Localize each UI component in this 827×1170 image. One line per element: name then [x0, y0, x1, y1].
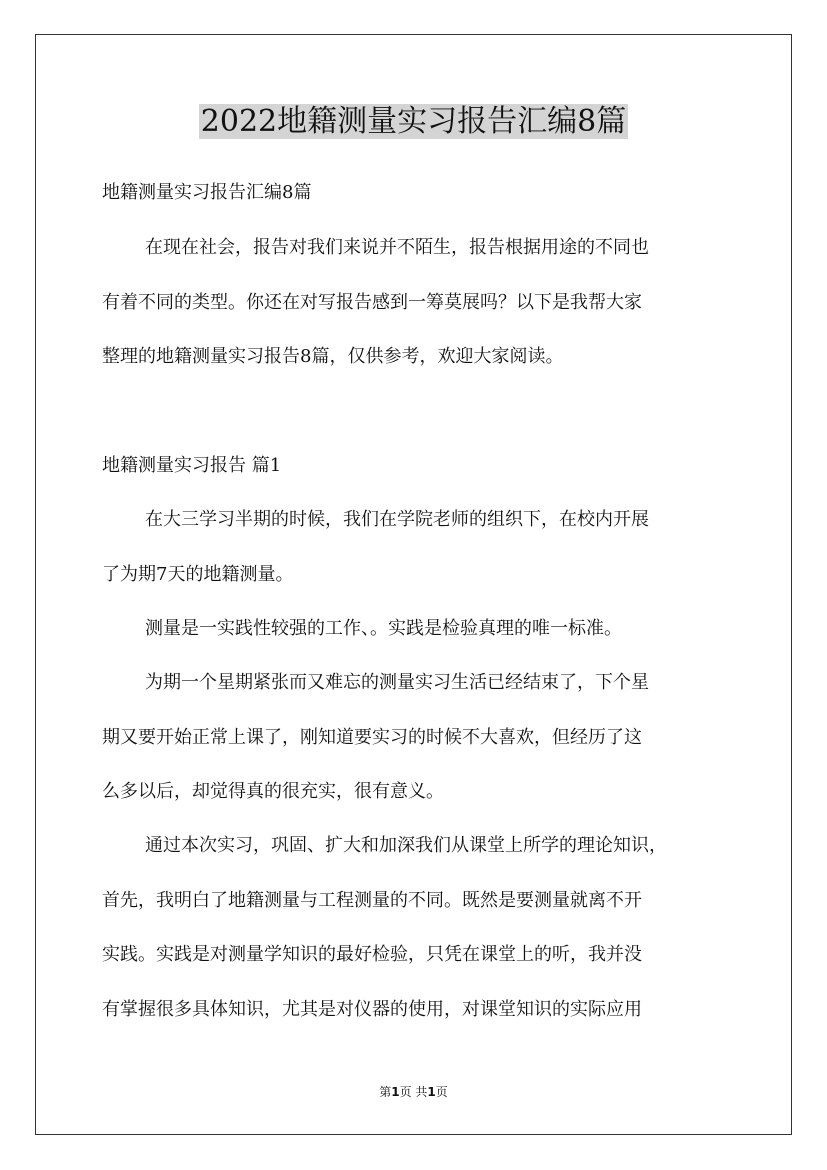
section-heading: 地籍测量实习报告 篇1	[102, 455, 282, 476]
body-line: 期又要开始正常上课了，刚知道要实习的时候不大喜欢，但经历了这	[102, 727, 642, 748]
body-line: 为期一个星期紧张而又难忘的测量实习生活已经结束了，下个星	[145, 672, 649, 693]
body-line: 测量是一实践性较强的工作、。实践是检验真理的唯一标准。	[145, 618, 622, 639]
body-line: 首先，我明白了地籍测量与工程测量的不同。既然是要测量就离不开	[102, 890, 642, 911]
intro-line: 在现在社会，报告对我们来说并不陌生，报告根据用途的不同也	[145, 237, 649, 258]
intro-line: 有着不同的类型。你还在对写报告感到一筹莫展吗？以下是我帮大家	[102, 292, 642, 313]
document-title	[0, 100, 827, 144]
body-line: 了为期7天的地籍测量。	[102, 564, 294, 585]
body-line: 通过本次实习，巩固、扩大和加深我们从课堂上所学的理论知识，	[145, 835, 667, 856]
footer-prefix: 第	[379, 1085, 392, 1099]
body-line: 在大三学习半期的时候，我们在学院老师的组织下，在校内开展	[145, 509, 649, 530]
body-line: 有掌握很多具体知识，尤其是对仪器的使用，对课堂知识的实际应用	[102, 999, 642, 1020]
page-footer	[0, 1084, 827, 1100]
footer-total-pages: 1	[427, 1085, 436, 1099]
intro-line: 整理的地籍测量实习报告8篇，仅供参考，欢迎大家阅读。	[102, 346, 564, 367]
body-line: 实践。实践是对测量学知识的最好检验，只凭在课堂上的听，我并没	[102, 944, 642, 965]
body-line: 么多以后，却觉得真的很充实，很有意义。	[102, 781, 444, 802]
footer-mid: 页 共	[399, 1085, 428, 1099]
footer-suffix: 页	[435, 1085, 448, 1099]
subtitle: 地籍测量实习报告汇编8篇	[102, 182, 312, 203]
document-title-text: 2022地籍测量实习报告汇编8篇	[200, 104, 627, 139]
footer-current-page: 1	[391, 1085, 400, 1099]
